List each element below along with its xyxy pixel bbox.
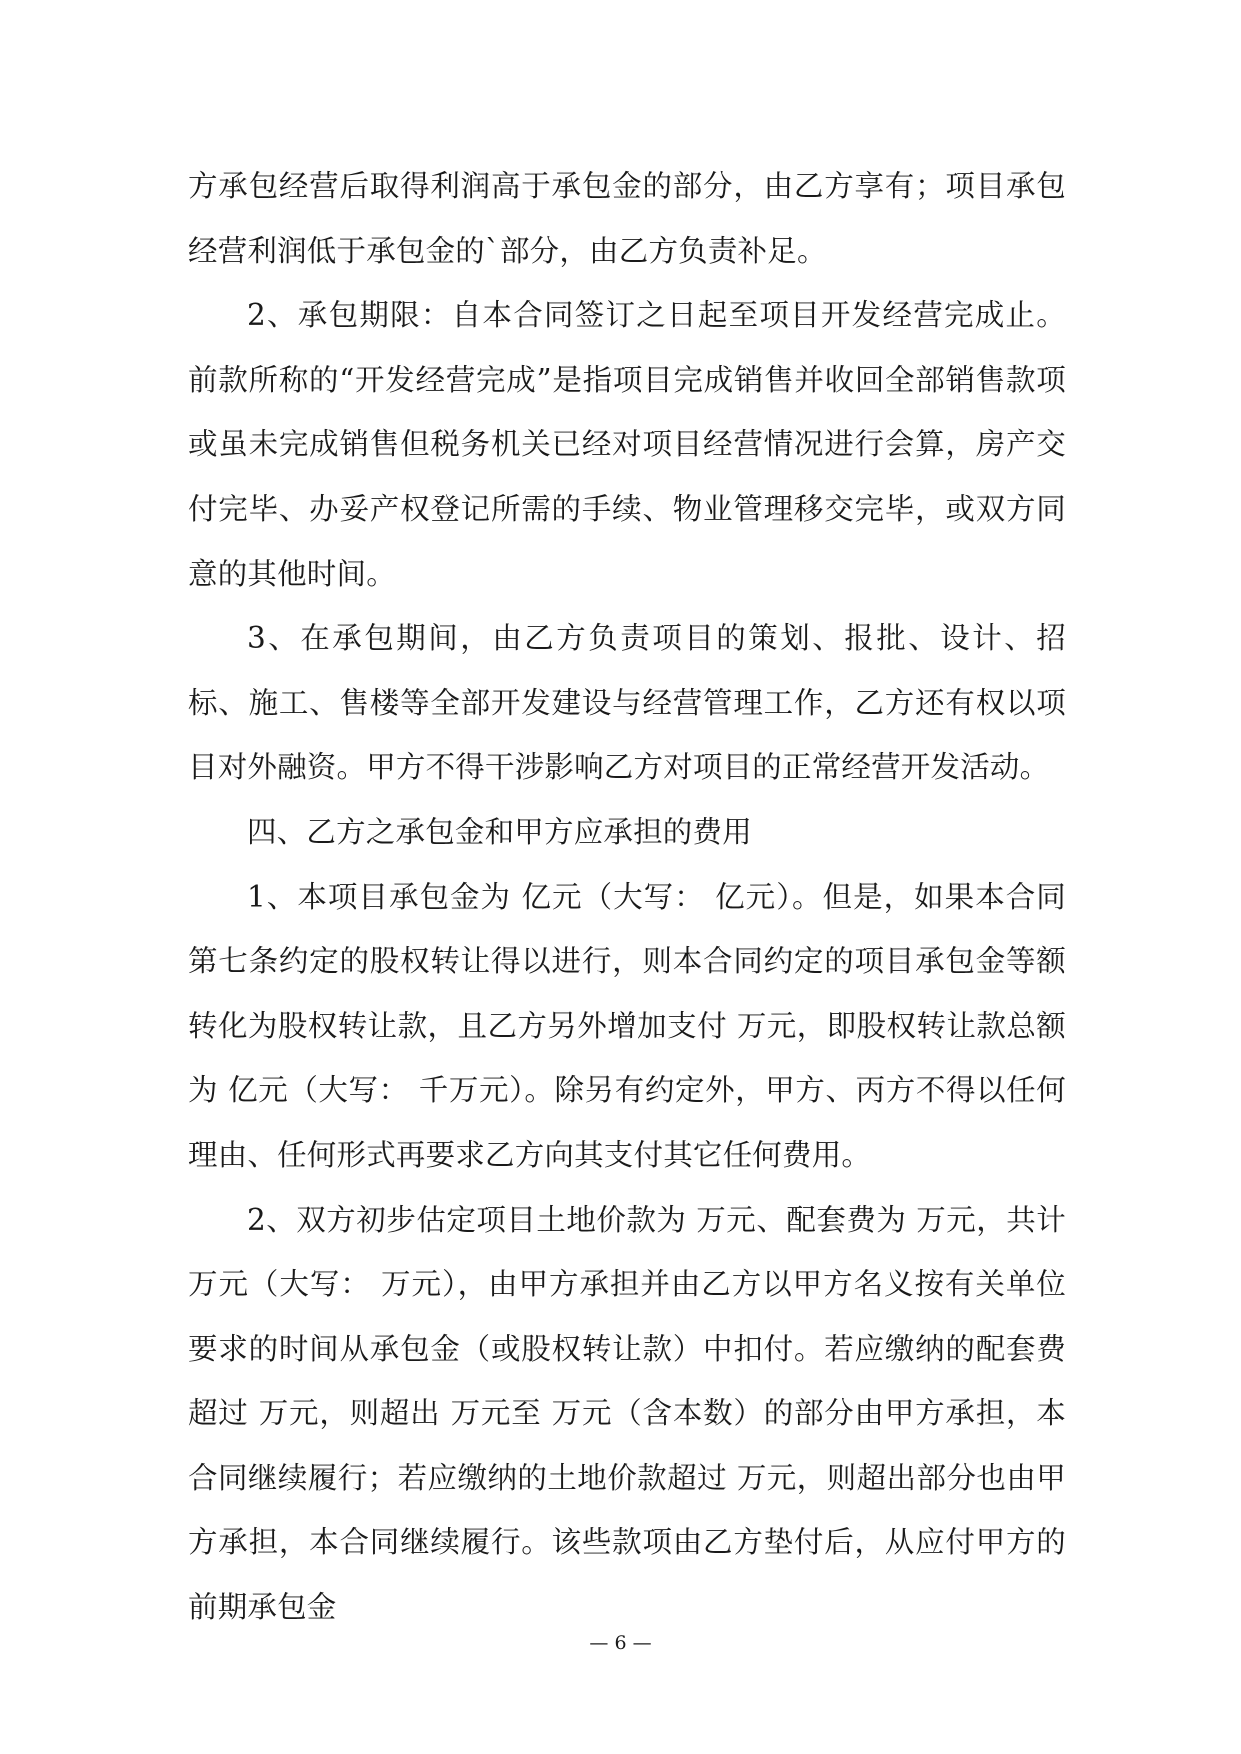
paragraph-profit-continued: 方承包经营后取得利润高于承包金的部分，由乙方享有；项目承包经营利润低于承包金的`部分，由乙方负责补足。 xyxy=(188,169,1066,268)
paragraph-land-fees: 2、双方初步估定项目土地价款为 万元、配套费为 万元，共计 万元（大写： 万元），由甲方承担并由乙方以甲方名义按有关单位要求的时间从承包金（或股权转让款）中扣付。若应缴纳的配套费超过 万元，则超出 万元至 万元（含本数）的部分由甲方承担，本合同继续履行；若应缴纳的土地价款超过 万元，则超出部分也由甲方承担，本合同继续履行。该些款项由乙方垫付后，从应付甲方的前期承包金 xyxy=(188,1202,1066,1625)
paragraph-contract-amount: 1、本项目承包金为 亿元（大写： 亿元）。但是，如果本合同第七条约定的股权转让得以进行，则本合同约定的项目承包金等额转化为股权转让款，且乙方另外增加支付 万元，即股权转让款总额为 亿元（大写： 千万元）。除另有约定外，甲方、丙方不得以任何理由、任何形式再要求乙方向其支付其它任何费用。 xyxy=(188,879,1066,1172)
page-number: — 6 — xyxy=(589,1632,652,1654)
contract-body xyxy=(188,154,1066,1640)
paragraph-contractor-duties: 3、在承包期间，由乙方负责项目的策划、报批、设计、招标、施工、售楼等全部开发建设与经营管理工作，乙方还有权以项目对外融资。甲方不得干涉影响乙方对项目的正常经营开发活动。 xyxy=(188,621,1066,785)
paragraph-contract-term: 2、承包期限：自本合同签订之日起至项目开发经营完成止。前款所称的“开发经营完成”是指项目完成销售并收回全部销售款项或虽未完成销售但税务机关已经对项目经营情况进行会算，房产交付完毕、办妥产权登记所需的手续、物业管理移交完毕，或双方同意的其他时间。 xyxy=(188,298,1066,591)
section-heading-4: 四、乙方之承包金和甲方应承担的费用 xyxy=(247,814,752,849)
